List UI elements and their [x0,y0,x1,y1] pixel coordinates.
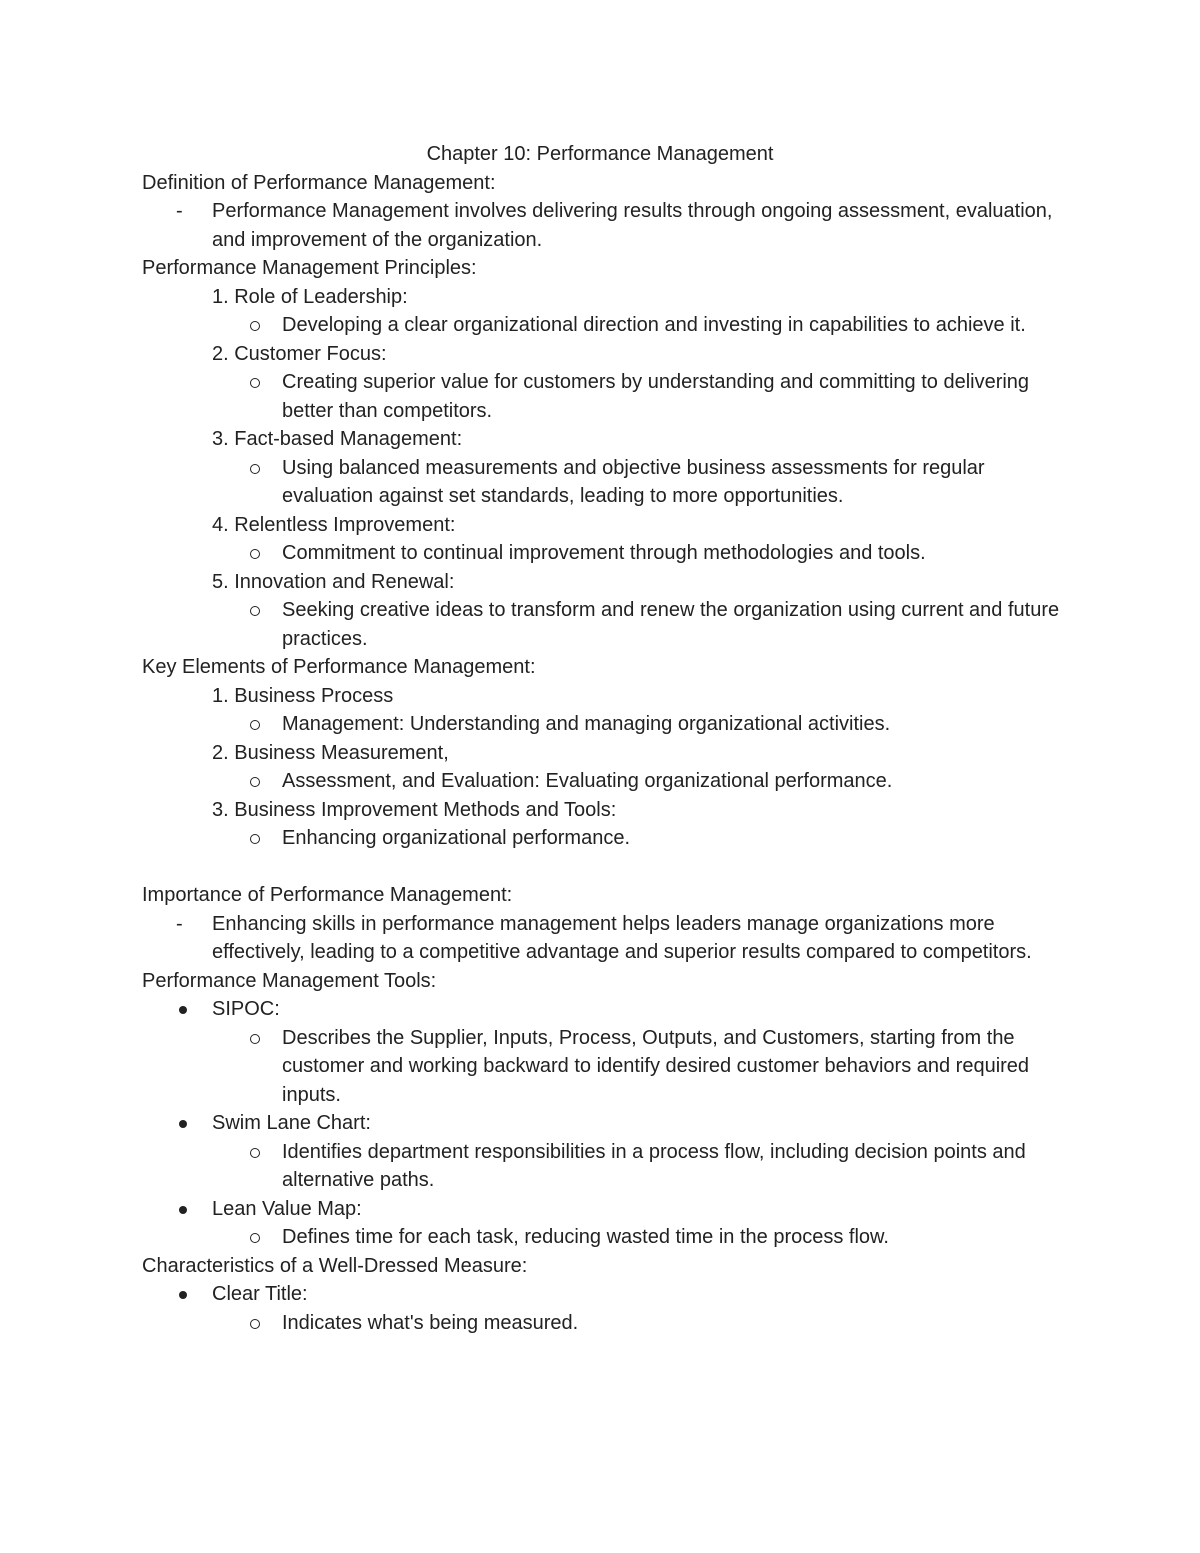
bullet-item [142,995,1072,1024]
sub-item [142,710,1072,739]
sub-item-text: Creating superior value for customers by understanding and committing to delivering better than competitors. [282,371,1030,422]
bullet-item [142,1195,1072,1224]
dash-item-text: Enhancing skills in performance management helps leaders manage organizations more effectively, leading to a competitive advantage and superior results compared to competitors. [212,912,1032,963]
sub-item [142,311,1072,340]
dash-marker: - [176,912,183,935]
hollow-bullet-icon [250,1148,260,1158]
bullet-item [142,1109,1072,1138]
sub-item-text: Commitment to continual improvement through methodologies and tools. [282,542,926,564]
sub-item [142,767,1072,796]
sub-item-text: Defines time for each task, reducing wasted time in the process flow. [282,1226,889,1248]
dash-item [142,197,1072,254]
numbered-item: 3. Fact-based Management: [212,428,463,450]
dash-marker: - [176,200,183,222]
filled-bullet-icon [179,1291,187,1299]
sub-item [142,1138,1072,1195]
sub-item [142,596,1072,653]
hollow-bullet-icon [250,1319,260,1329]
sub-item-text: Seeking creative ideas to transform and renew the organization using current and future practices. [282,599,1060,650]
sub-item [142,1024,1072,1110]
bullet-item-text: Clear Title: [212,1283,308,1305]
hollow-bullet-icon [250,549,260,559]
sub-item [142,1309,1072,1338]
sub-item-text: Describes the Supplier, Inputs, Process, Outputs, and Customers, starting from the customer and working backward to identify desired customer behaviors and required inputs. [282,1026,1030,1106]
hollow-bullet-icon [250,834,260,844]
numbered-item: 1. Role of Leadership: [212,285,408,308]
sub-item-text: Enhancing organizational performance. [282,827,630,849]
hollow-bullet-icon [250,1034,260,1044]
section-heading-definition: Definition of Performance Management: [142,171,496,194]
sub-item [142,454,1072,511]
hollow-bullet-icon [250,321,260,331]
numbered-item: 5. Innovation and Renewal: [212,570,455,593]
numbered-item: 4. Relentless Improvement: [212,513,456,536]
sub-item [142,1223,1072,1252]
hollow-bullet-icon [250,606,260,616]
hollow-bullet-icon [250,378,260,388]
section-heading-importance: Importance of Performance Management: [142,884,513,906]
bullet-item-text: Lean Value Map: [212,1197,362,1220]
hollow-bullet-icon [250,1233,260,1243]
bullet-item-text: SIPOC: [212,998,280,1020]
hollow-bullet-icon [250,720,260,730]
sub-item-text: Identifies department responsibilities in a process flow, including decision points and alternative paths. [282,1140,1026,1191]
sub-item-text: Developing a clear organizational direction and investing in capabilities to achieve it. [282,314,1026,336]
page-title: Chapter 10: Performance Management [426,143,774,165]
sub-item-text: Using balanced measurements and objective business assessments for regular evaluation against set standards, leading to more opportunities. [282,456,985,507]
filled-bullet-icon [179,1120,187,1128]
bullet-item-text: Swim Lane Chart: [212,1112,371,1134]
sub-item [142,539,1072,568]
sub-item-text: Assessment, and Evaluation: Evaluating organizational performance. [282,770,893,792]
document-body [142,140,1072,1337]
numbered-item: 2. Customer Focus: [212,342,387,365]
dash-item [142,910,1072,967]
section-heading-characteristics: Characteristics of a Well-Dressed Measure: [142,1254,528,1277]
hollow-bullet-icon [250,777,260,787]
blank-line [142,853,1072,882]
bullet-item [142,1280,1072,1309]
section-heading-tools: Performance Management Tools: [142,969,437,992]
section-heading-key-elements: Key Elements of Performance Management: [142,656,536,678]
filled-bullet-icon [179,1006,187,1014]
hollow-bullet-icon [250,464,260,474]
filled-bullet-icon [179,1206,187,1214]
sub-item [142,368,1072,425]
numbered-item: 2. Business Measurement, [212,741,449,764]
sub-item [142,824,1072,853]
sub-item-text: Indicates what's being measured. [282,1311,579,1334]
dash-item-text: Performance Management involves delivering results through ongoing assessment, evaluation, and improvement of the organization. [212,200,1053,251]
numbered-item: 3. Business Improvement Methods and Tools: [212,798,617,821]
numbered-item: 1. Business Process [212,684,394,707]
sub-item-text: Management: Understanding and managing organizational activities. [282,713,891,735]
section-heading-principles: Performance Management Principles: [142,257,477,279]
